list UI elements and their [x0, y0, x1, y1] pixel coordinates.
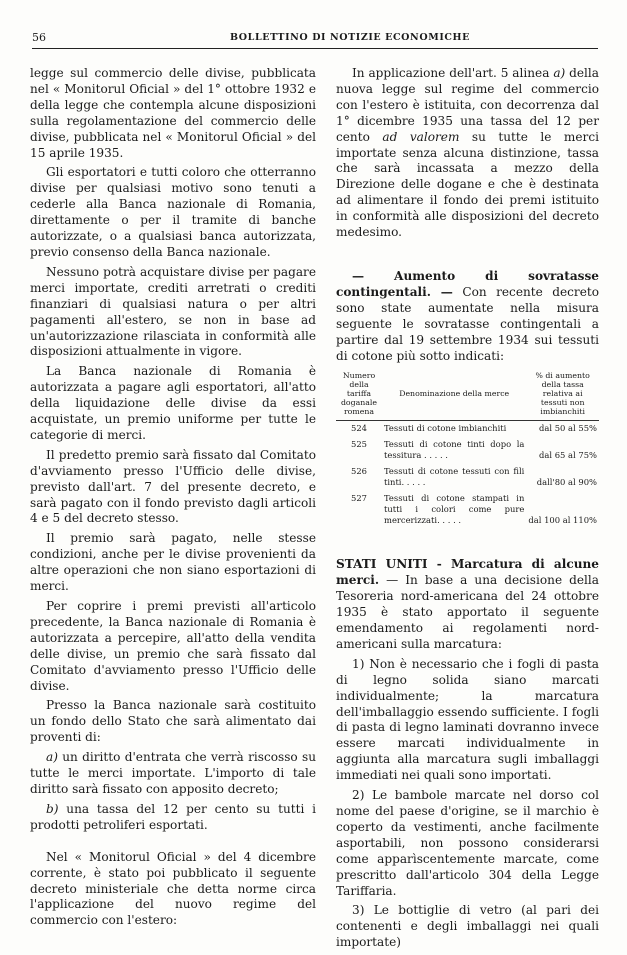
- section-stati-uniti: STATI UNITI - Marcatura di alcune merci. — In base a una decisione della Tesoreria nord-americana del 24 ottobre 1935 è stato apportato il seguente emendamento ai regolamenti nord-americani sulla marcatura:: [336, 557, 599, 651]
- goods-description: Tessuti di cotone tinti dopo la tessitura . . . . .: [384, 439, 525, 461]
- increase-rate: dall'80 al 90%: [536, 477, 597, 488]
- tariff-number: 527: [351, 493, 367, 504]
- page-number: 56: [32, 31, 46, 44]
- table-row: [336, 421, 599, 438]
- list-item-1: 1) Non è necessario che i fogli di pasta di legno solida siano marcati individualmente; la marcatura dell'imballaggio essendo sufficiente. I fogli di pasta di legno laminati dovranno invece essere marcati individualmente in aggiunta alla marcatura sugli imballaggi immediati nei quali sono importati.: [336, 656, 599, 783]
- left-column: [30, 66, 316, 933]
- tariff-table: [336, 370, 599, 529]
- paragraph: Gli esportatori e tutti coloro che otterranno divise per qualsiasi motivo sono tenuti a cederle alla Banca nazionale di Romania, direttamente o per il tramite di banche autorizzate, o a qualsiasi banca autorizzata, previo consenso della Banca nazionale.: [30, 165, 316, 259]
- increase-rate: dal 50 al 55%: [539, 423, 597, 434]
- item-letter: b): [46, 801, 59, 816]
- tariff-number: 526: [351, 466, 367, 477]
- item-letter: a): [46, 750, 58, 765]
- paragraph: Nessuno potrà acquistare divise per pagare merci importate, crediti arretrati o crediti finanziari di qualsiasi natura o per altri pagamenti all'estero, se non in base ad un'autorizzazione rilasciata in conformità alle disposizioni attualmente in vigore.: [30, 264, 316, 359]
- header-rule: [32, 48, 598, 49]
- paragraph: La Banca nazionale di Romania è autorizzata a pagare agli esportatori, all'atto della liquidazione delle divise da essi acquistate, un premio uniforme per tutte le categorie di merci.: [30, 364, 316, 442]
- goods-description: Tessuti di cotone imbianchiti: [384, 423, 507, 434]
- paragraph: Nel « Monitorul Oficial » del 4 dicembre corrente, è stato poi pubblicato il seguente decreto ministeriale che detta norme circa l'applicazione del nuovo regime del commercio con l'estero:: [30, 849, 316, 928]
- item-text: una tassa del 12 per cento su tutti i prodotti petroliferi esportati.: [30, 801, 316, 832]
- table-header: Numero della tariffa doganale romena: [336, 370, 382, 420]
- paragraph: Il predetto premio sarà fissato dal Comitato d'avviamento presso l'Ufficio delle divise, previsto dall'art. 7 del presente decreto, e sarà pagato con il fondo previsto dagli articoli 4 e 5 del decreto stesso.: [30, 447, 316, 526]
- increase-rate: dal 65 al 75%: [539, 450, 597, 461]
- goods-description: Tessuti di cotone stampati in tutti i colori come pure mercerizzati. . . . .: [384, 493, 525, 526]
- section-aumento: — Aumento di sovratasse contingentali. — Con recente decreto sono state aumentate nella misura seguente le sovratasse contingentali a partire dal 19 settembre 1934 sui tessuti di cotone più sotto indicati:: [336, 268, 599, 363]
- table-row: [336, 464, 599, 491]
- tariff-number: 524: [351, 423, 367, 434]
- list-item-3: 3) Le bottiglie di vetro (al pari dei contenenti e degli imballaggi nei quali importate): [336, 903, 599, 950]
- table-header: Denominazione della merce: [382, 370, 526, 420]
- list-item-2: 2) Le bambole marcate nel dorso col nome del paese d'origine, se il marchio è coperto da vestimenti, anche facilmente asportabili, non possono considerarsi come apparìscentemente marcate, come prescritto dall'articolo 304 della Legge Tariffaria.: [336, 788, 599, 898]
- table-row: [336, 437, 599, 464]
- paragraph: In applicazione dell'art. 5 alinea a) della nuova legge sul regime del commercio con l'estero è istituita, con decorrenza dal 1° dicembre 1935 una tassa del 12 per cento ad valorem su tutte le merci importate senza alcuna distinzione, tassa che sarà incassata a mezzo della Direzione delle dogane e che è destinata ad alimentare il fondo dei premi istituito in conformità alle disposizioni del decreto medesimo.: [336, 66, 599, 240]
- item-text: un diritto d'entrata che verrà riscosso su tutte le merci importate. L'importo di tale diritto sarà fissato con apposito decreto;: [30, 750, 316, 796]
- table-header: % di aumento della tassa relativa ai tessuti non imbianchiti: [526, 370, 599, 420]
- paragraph: Per coprire i premi previsti all'articolo precedente, la Banca nazionale di Romania è autorizzata a percepire, all'atto della vendita delle divise, un premio che sarà fissato dal Comitato d'avviamento presso l'Ufficio delle divise.: [30, 599, 316, 693]
- goods-description: Tessuti di cotone tessuti con fili tinti. . . . .: [384, 466, 525, 488]
- list-item-b: [30, 802, 316, 834]
- list-item-a: [30, 750, 316, 798]
- section-title: STATI UNITI - Marcatura di alcune merci.: [336, 557, 599, 588]
- tariff-number: 525: [351, 439, 367, 450]
- section-title: — Aumento di sovratasse contingentali. —: [336, 268, 599, 299]
- paragraph: Presso la Banca nazionale sarà costituito un fondo dello Stato che sarà alimentato dai proventi di:: [30, 698, 316, 745]
- right-column: [336, 66, 599, 955]
- paragraph: Il premio sarà pagato, nelle stesse condizioni, anche per le divise provenienti da altre operazioni che non siano esportazioni di merci.: [30, 531, 316, 594]
- paragraph: legge sul commercio delle divise, pubblicata nel « Monitorul Oficial » del 1° ottobre 1932 e della legge che contempla alcune disposizioni sulla regolamentazione del commercio delle divise, pubblicata nel « Monitorul Oficial » del 15 aprile 1935.: [30, 66, 316, 160]
- table-row: [336, 491, 599, 529]
- increase-rate: dal 100 al 110%: [528, 515, 597, 526]
- running-header: BOLLETTINO DI NOTIZIE ECONOMICHE: [230, 32, 470, 43]
